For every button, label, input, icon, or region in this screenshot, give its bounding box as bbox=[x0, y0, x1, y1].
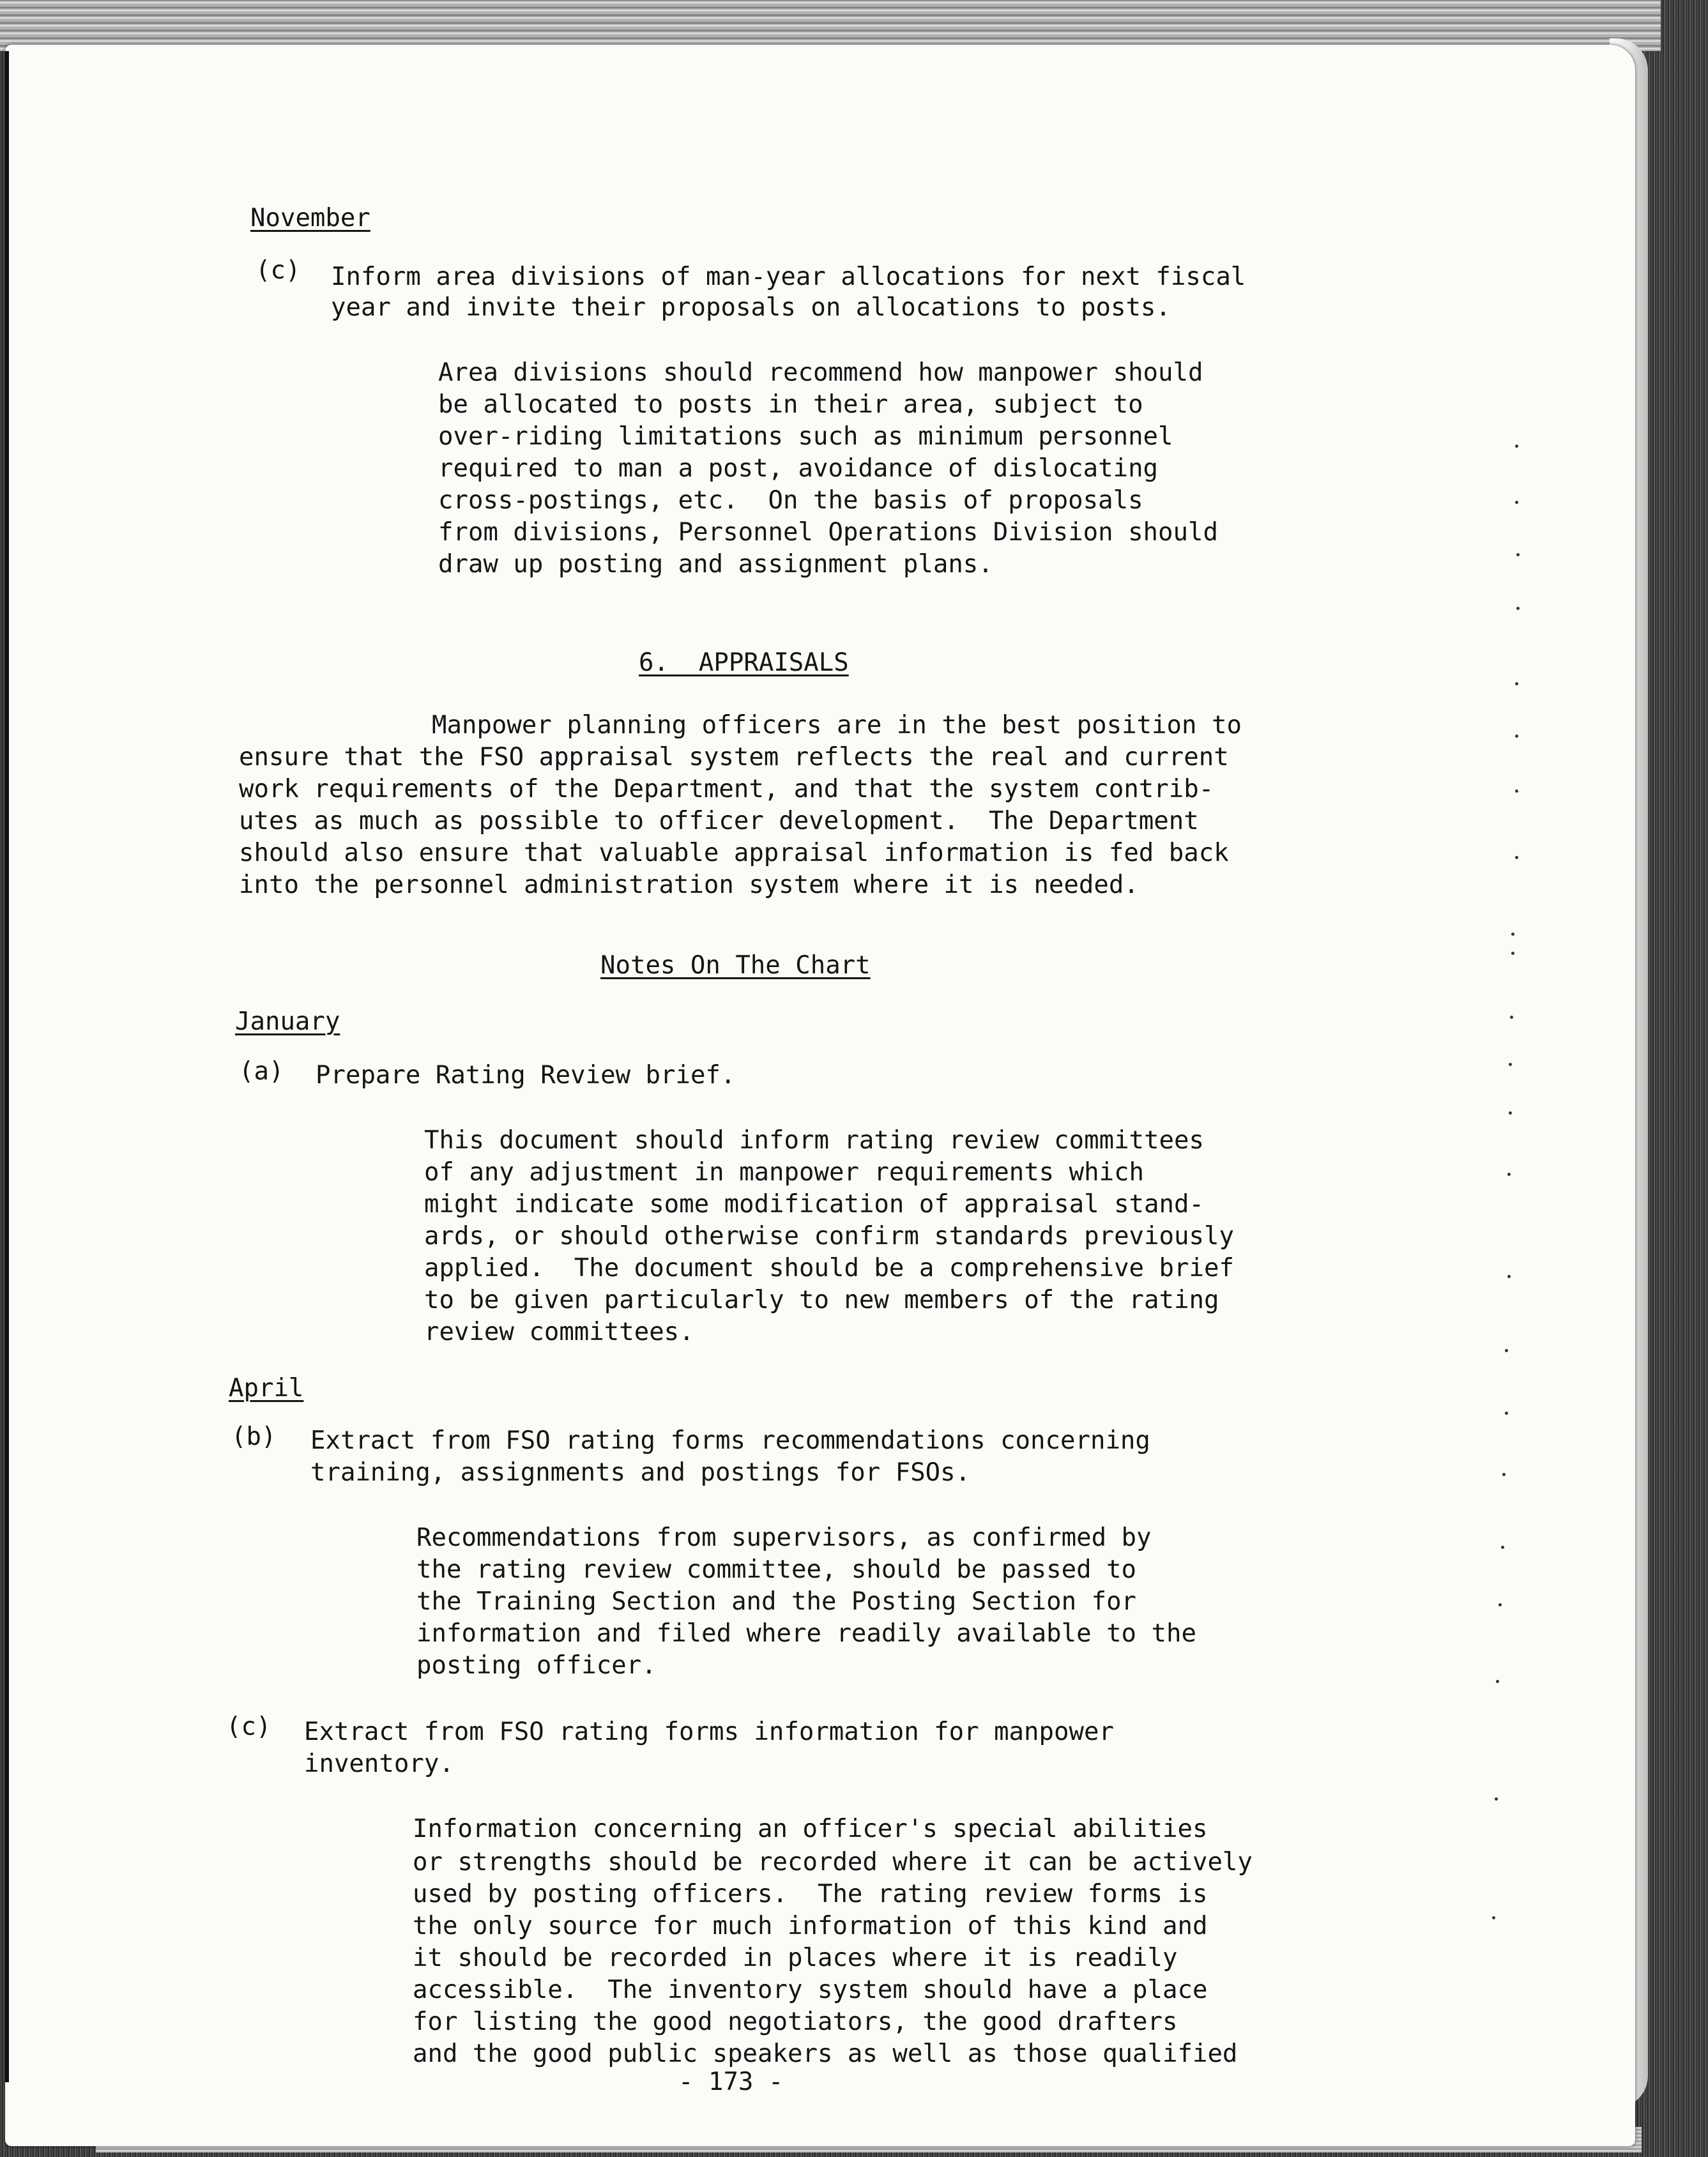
notes-on-chart-heading: Notes On The Chart bbox=[600, 951, 871, 980]
april-b-note-line: information and filed where readily available to the bbox=[416, 1619, 1196, 1648]
january-note-line: to be given particularly to new members of the rating bbox=[424, 1286, 1219, 1315]
april-heading: April bbox=[229, 1374, 304, 1403]
appraisals-paragraph-line: Manpower planning officers are in the best position to bbox=[432, 711, 1242, 740]
january-item-a-line: Prepare Rating Review brief. bbox=[316, 1061, 736, 1090]
january-note-line: This document should inform rating review committees bbox=[424, 1126, 1204, 1155]
january-note-line: review committees. bbox=[424, 1318, 694, 1346]
april-item-b-line: Extract from FSO rating forms recommendations concerning bbox=[310, 1426, 1150, 1455]
scan-speck bbox=[1515, 856, 1518, 859]
april-c-note-line: accessible. The inventory system should have a place bbox=[413, 1976, 1208, 2004]
scan-speck bbox=[1515, 445, 1518, 448]
scan-speck bbox=[1515, 735, 1518, 738]
scan-speck bbox=[1496, 1680, 1499, 1683]
april-c-note-line: or strengths should be recorded where it can be actively bbox=[413, 1848, 1253, 1877]
scan-speck bbox=[1511, 952, 1514, 955]
april-item-c-label: (c) bbox=[226, 1712, 271, 1741]
page-number: - 173 - bbox=[678, 2068, 784, 2096]
january-note-line: applied. The document should be a comprehensive brief bbox=[424, 1254, 1234, 1283]
april-item-b-label: (b) bbox=[231, 1422, 277, 1451]
january-note-line: of any adjustment in manpower requirements which bbox=[424, 1158, 1145, 1187]
appraisals-paragraph-line: work requirements of the Department, and that the system contrib- bbox=[239, 775, 1214, 804]
april-b-note-line: Recommendations from supervisors, as confirmed by bbox=[416, 1523, 1152, 1552]
april-b-note-line: the rating review committee, should be passed to bbox=[416, 1555, 1137, 1584]
april-item-c-line: inventory. bbox=[304, 1749, 454, 1778]
scan-speck bbox=[1507, 1275, 1511, 1278]
november-note-line: draw up posting and assignment plans. bbox=[438, 550, 993, 579]
november-item-c-label: (c) bbox=[255, 256, 301, 285]
january-note-line: ards, or should otherwise confirm standards previously bbox=[424, 1222, 1234, 1251]
january-heading: January bbox=[235, 1007, 340, 1036]
appraisals-paragraph-line: utes as much as possible to officer development. The Department bbox=[239, 807, 1199, 835]
scan-speck bbox=[1507, 1173, 1511, 1176]
april-c-note-line: it should be recorded in places where it is readily bbox=[413, 1944, 1178, 1972]
scan-speck bbox=[1516, 607, 1520, 610]
scan-speck bbox=[1495, 1797, 1498, 1801]
scan-speck bbox=[1515, 789, 1518, 793]
scan-speck bbox=[1516, 553, 1520, 556]
april-b-note-line: posting officer. bbox=[416, 1651, 657, 1680]
november-note-line: from divisions, Personnel Operations Division should bbox=[438, 518, 1218, 547]
november-heading: November bbox=[250, 204, 370, 232]
scan-speck bbox=[1509, 1063, 1512, 1066]
appraisals-paragraph-line: ensure that the FSO appraisal system reflects the real and current bbox=[239, 743, 1229, 772]
scan-speck bbox=[1502, 1473, 1506, 1476]
november-note-line: required to man a post, avoidance of dislocating bbox=[438, 454, 1159, 483]
april-c-note-line: the only source for much information of this kind and bbox=[413, 1912, 1208, 1940]
scan-speck bbox=[1505, 1349, 1508, 1352]
appraisals-paragraph-line: should also ensure that valuable appraisal information is fed back bbox=[239, 839, 1229, 867]
april-b-note-line: the Training Section and the Posting Section for bbox=[416, 1587, 1137, 1616]
scan-speck bbox=[1509, 1111, 1512, 1115]
april-c-note-line: used by posting officers. The rating review forms is bbox=[413, 1880, 1208, 1909]
november-note-line: over-riding limitations such as minimum personnel bbox=[438, 422, 1173, 451]
april-item-c-line: Extract from FSO rating forms information for manpower bbox=[304, 1718, 1114, 1746]
november-note-line: Area divisions should recommend how manpower should bbox=[438, 358, 1203, 387]
april-c-note-line: for listing the good negotiators, the good drafters bbox=[413, 2008, 1178, 2036]
november-note-line: be allocated to posts in their area, subject to bbox=[438, 390, 1143, 419]
january-note-line: might indicate some modification of appraisal stand- bbox=[424, 1190, 1204, 1219]
scan-speck bbox=[1515, 682, 1518, 685]
appraisals-paragraph-line: into the personnel administration system where it is needed. bbox=[239, 871, 1139, 899]
november-note-line: cross-postings, etc. On the basis of proposals bbox=[438, 486, 1143, 515]
november-item-c-line: Inform area divisions of man-year allocations for next fiscal bbox=[331, 263, 1246, 291]
scan-speck bbox=[1511, 933, 1514, 936]
scan-speck bbox=[1501, 1546, 1504, 1549]
april-c-note-line: Information concerning an officer's special abilities bbox=[413, 1815, 1208, 1843]
april-item-b-line: training, assignments and postings for FSOs. bbox=[310, 1458, 971, 1487]
scan-speck bbox=[1515, 501, 1518, 504]
november-item-c-line: year and invite their proposals on allocations to posts. bbox=[331, 293, 1171, 322]
january-item-a-label: (a) bbox=[239, 1057, 284, 1086]
appraisals-heading: 6. APPRAISALS bbox=[639, 648, 849, 677]
scan-speck bbox=[1505, 1412, 1508, 1415]
april-c-note-line: and the good public speakers as well as those qualified bbox=[413, 2039, 1238, 2068]
scan-speck bbox=[1498, 1603, 1502, 1606]
scan-speck bbox=[1492, 1916, 1495, 1919]
scan-speck bbox=[1510, 1016, 1513, 1019]
